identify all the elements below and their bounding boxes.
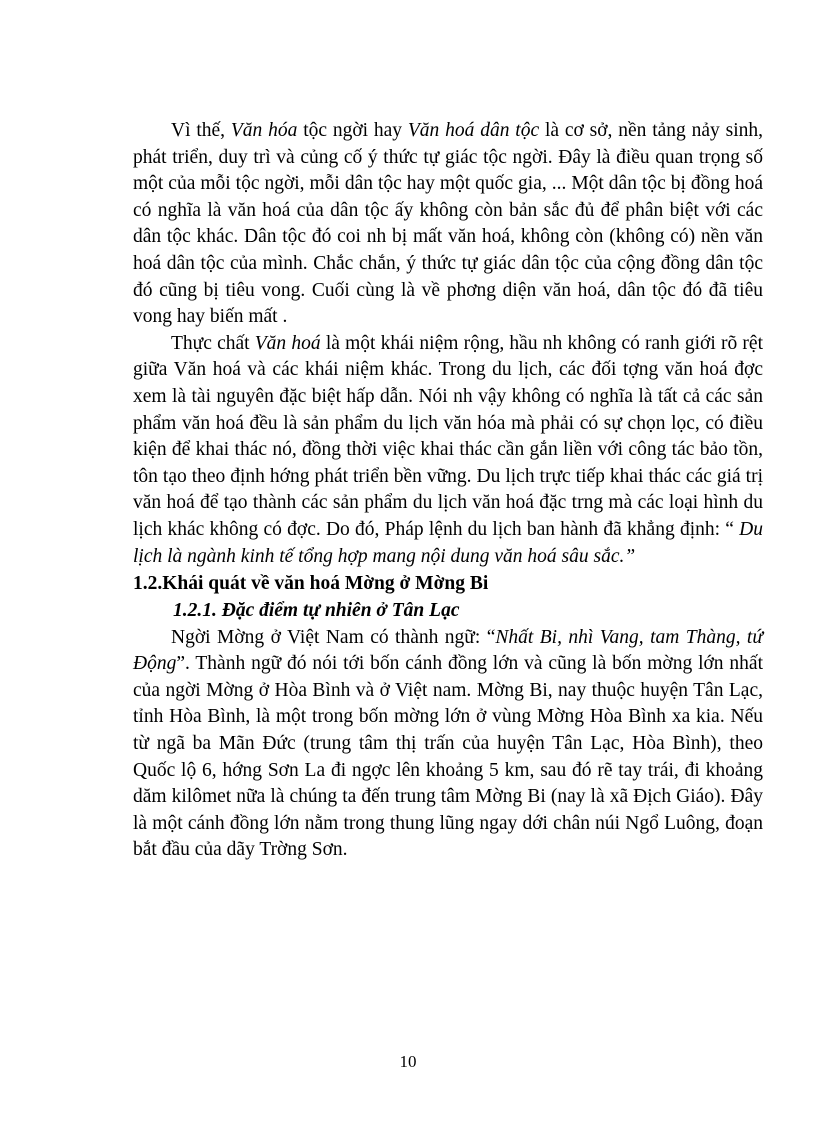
- italic-text: Văn hoá dân tộc: [407, 120, 540, 141]
- text-run: Vì thế,: [171, 120, 231, 141]
- italic-text: Nhất Bi, nhì Vang, tam Thàng, tứ Động: [133, 626, 763, 675]
- document-body: [133, 118, 763, 864]
- paragraph: [133, 625, 763, 864]
- italic-text: Văn hoá: [254, 332, 321, 354]
- text-run: tộc ngời hay: [297, 120, 408, 141]
- section-heading: 1.2.Khái quát về văn hoá Mờng ở Mờng Bi: [133, 573, 489, 595]
- italic-text: Du lịch là ngành kinh tế tổng hợp mang nội dung văn hoá sâu sắc.”: [133, 518, 763, 567]
- paragraph: [133, 118, 763, 331]
- text-run: là một khái niệm rộng, hầu nh không có ranh giới rõ rệt giữa Văn hoá và các khái niệm khác. Trong du lịch, các đối tợng văn hoá đợc xem là tài nguyên đặc biệt hấp dẫn. Nói nh vậy không có nghĩa là tất cả các sản phẩm văn hoá đều là sản phẩm du lịch văn hóa mà phải có sự chọn lọc, có điều kiện để khai thác nó, đồng thời việc khai thác cần gắn liền với công tác bảo tồn, tôn tạo theo định hớng phát triển bền vững. Du lịch trực tiếp khai thác các giá trị văn hoá để tạo thành các sản phẩm du lịch văn hoá đặc trng mà các loại hình du lịch khác không có đợc. Do đó, Pháp lệnh du lịch ban hành đã khẳng định: “: [133, 332, 763, 540]
- subsection-heading: 1.2.1. Đặc điểm tự nhiên ở Tân Lạc: [173, 600, 460, 622]
- paragraph: [133, 331, 763, 570]
- text-run: là cơ sở, nền tảng nảy sinh, phát triển, duy trì và củng cố ý thức tự giác tộc ngời. Đây là điều quan trọng số một của mỗi tộc ngời, mỗi dân tộc hay một quốc gia, ... Một dân tộc bị đồng hoá có nghĩa là văn hoá của dân tộc ấy không còn bản sắc đủ để phân biệt với các dân tộc khác. Dân tộc đó coi nh bị mất văn hoá, không còn (không có) nền văn hoá dân tộc của mình. Chắc chắn, ý thức tự giác dân tộc của cộng đồng dân tộc đó cũng bị tiêu vong. Cuối cùng là về phơng diện văn hoá, dân tộc đó đã tiêu vong hay biến mất .: [133, 120, 763, 328]
- italic-text: Văn hóa: [230, 120, 298, 141]
- text-run: ”. Thành ngữ đó nói tới bốn cánh đồng lớn và cũng là bốn mờng lớn nhất của ngời Mờng ở Hòa Bình và ở Việt nam. Mờng Bi, nay thuộc huyện Tân Lạc, tỉnh Hòa Bình, là một trong bốn mờng lớn ở vùng Mờng Hòa Bình xa kia. Nếu từ ngã ba Mãn Đức (trung tâm thị trấn của huyện Tân Lạc, Hòa Bình), theo Quốc lộ 6, hớng Sơn La đi ngợc lên khoảng 5 km, sau đó rẽ tay trái, đi khoảng dăm kilômet nữa là chúng ta đến trung tâm Mờng Bi (nay là xã Địch Giáo). Đây là một cánh đồng lớn nằm trong thung lũng ngay dới chân núi Ngổ Luông, đoạn bắt đầu của dãy Trờng Sơn.: [133, 653, 763, 861]
- page-number: 10: [399, 1052, 417, 1071]
- text-run: Thực chất: [171, 332, 255, 354]
- text-run: Ngời Mờng ở Việt Nam có thành ngữ: “: [171, 626, 496, 648]
